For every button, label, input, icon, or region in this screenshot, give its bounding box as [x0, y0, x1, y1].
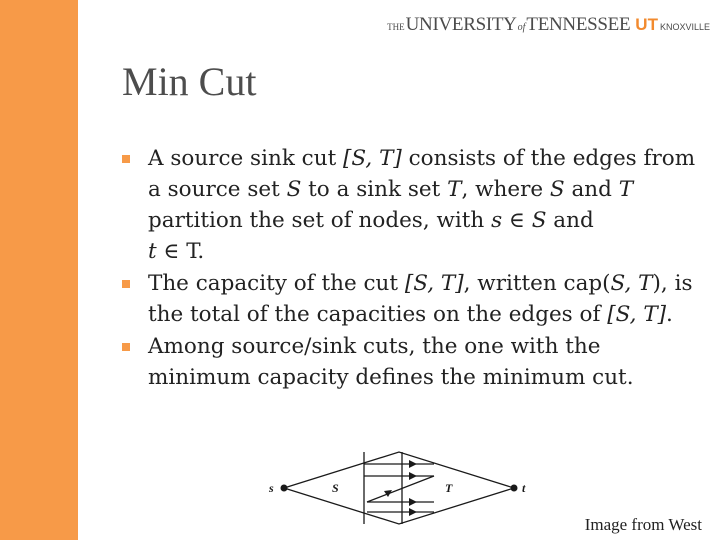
bullet-item-cut-definition [120, 143, 700, 267]
math-expression: T [618, 177, 634, 202]
source-node [281, 485, 288, 492]
bullet-item-cut-capacity [120, 268, 700, 330]
math-expression: t ∈ [148, 239, 180, 264]
logo-ut-mark: UT [635, 15, 658, 34]
math-expression: S [286, 177, 302, 202]
sink-set-label: T [445, 481, 453, 495]
math-expression: [S, T] [404, 271, 464, 296]
bullet-text: partition the set of nodes, with [148, 208, 492, 233]
cut-diagram [262, 446, 532, 532]
source-set-label: S [332, 481, 339, 495]
bullet-square-icon [122, 280, 130, 288]
bullet-list [120, 143, 700, 394]
sink-node [511, 485, 518, 492]
arrow-head-icon [409, 498, 417, 506]
bullet-text: consists of the edges from a source set [148, 146, 696, 202]
arrow-head-icon [409, 460, 417, 468]
math-expression: [S, T] [343, 146, 402, 171]
bullet-text: A source sink cut [148, 146, 344, 171]
bullet-text: , where [461, 177, 550, 202]
left-accent-band [0, 0, 78, 540]
logo-tennessee: TENNESSEE [526, 14, 631, 35]
arrow-head-icon [409, 508, 417, 516]
arrow-head-icon [409, 472, 417, 480]
slide-title: Min Cut [122, 59, 257, 104]
bullet-text: , written cap( [463, 271, 611, 296]
bullet-square-icon [122, 155, 130, 163]
cut-edge-diagonal [367, 476, 434, 502]
logo-knoxville: KNOXVILLE [659, 22, 710, 32]
math-expression: [S, T] [607, 302, 667, 327]
bullet-text: T. [179, 239, 205, 264]
image-credit: Image from West [584, 515, 702, 534]
math-expression: S, T [610, 271, 653, 296]
arrow-head-icon [384, 490, 392, 497]
bullet-text: and [564, 177, 619, 202]
bullet-item-minimum-cut [120, 331, 700, 393]
logo-university: UNIVERSITY [405, 14, 517, 35]
bullet-text: Among source/sink cuts, the one with the minimum capacity defines the minimum cut. [148, 334, 634, 390]
sink-label: t [522, 481, 526, 495]
math-expression: T [447, 177, 462, 202]
source-label: s [269, 481, 274, 495]
university-logo [387, 14, 710, 36]
logo-the: THE [387, 22, 405, 32]
bullet-text: to a sink set [301, 177, 448, 202]
logo-of: of [517, 22, 526, 33]
bullet-square-icon [122, 343, 130, 351]
bullet-text: . [666, 302, 673, 327]
math-expression: S [549, 177, 565, 202]
bullet-text: The capacity of the cut [148, 271, 405, 296]
math-expression: s ∈ S [491, 208, 547, 233]
bullet-text: and [546, 208, 594, 233]
bullet-text: ), is the total of the capacities on the edges of [148, 271, 693, 327]
diagram-outline [284, 452, 514, 524]
